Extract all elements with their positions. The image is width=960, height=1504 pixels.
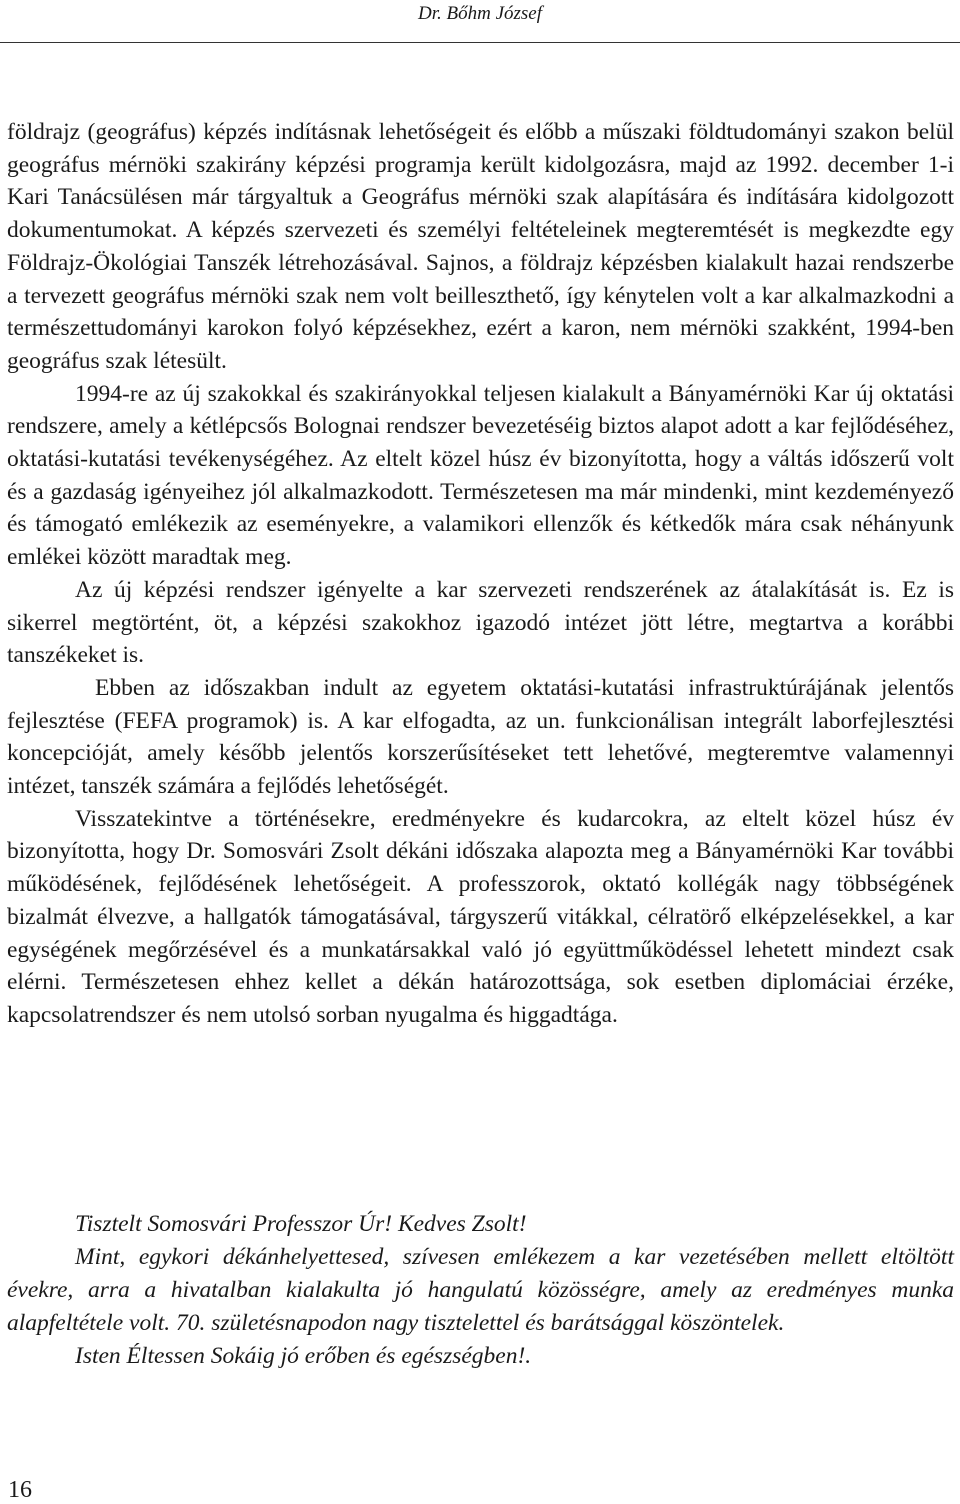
closing-message: Mint, egykori dékánhelyettesed, szívesen emlékezem a kar vezetésében mellett eltöltött évekre, arra a hivatalban kialakulta jó hangulatú közösségre, amely az eredményes munka alapfeltétele volt. 70. születésnapodon nagy tisztelettel és barátsággal köszöntelek. xyxy=(7,1244,954,1336)
page-number: 16 xyxy=(8,1477,32,1503)
running-header-author: Dr. Bőhm József xyxy=(417,3,543,24)
body-text xyxy=(7,116,954,1032)
paragraph-4: Ebben az időszakban indult az egyetem oktatási-kutatási infrastruktúrájának jelentős fejlesztése (FEFA programok) is. A kar elfogadta, az un. funkcionálisan integrált laborfejlesztési koncepcióját, amely később jelentős korszerűsítéseket tett lehetővé, megteremtve valamennyi intézet, tanszék számára a fejlődés lehetőségét. xyxy=(7,674,954,800)
paragraph-1: földrajz (geográfus) képzés indításnak lehetőségeit és előbb a műszaki földtudományi szakon belül geográfus mérnöki szakirány képzési programja került kidolgozásra, majd az 1992. december 1-i Kari Tanácsülésen már tárgyaltuk a Geográfus mérnöki szak alapítására és indítására kidolgozott dokumentumokat. A képzés szervezeti és személyi feltételeinek megteremtését is megkezdte egy Földrajz-Ökológiai Tanszék létrehozásával. Sajnos, a földrajz képzésben kialakult hazai rendszerbe a tervezett geográfus mérnöki szak nem volt beilleszthető, így kénytelen volt a kar alkalmazkodni a természettudományi karokon folyó képzésekhez, ezért a karon, nem mérnöki szakként, 1994-ben geográfus szak létesült. xyxy=(7,119,954,374)
paragraph-5: Visszatekintve a történésekre, eredményekre és kudarcokra, az eltelt közel húsz év bizonyította, hogy Dr. Somosvári Zsolt dékáni időszaka alapozta meg a Bányamérnöki Kar további működésének, fejlődésének lehetőségeit. A professzorok, oktató kollégák nagy többségének bizalmát élvezve, a hallgatók támogatásával, tárgyszerű vitákkal, célratörő elképzelésekkel, a kar egységének megőrzésével és a munkatársakkal való jó együttműködéssel lehetett mindezt csak elérni. Természetesen ehhez kellet a dékán határozottsága, sok esetben diplomáciai érzéke, kapcsolatrendszer és nem utolsó sorban nyugalma és higgadtága. xyxy=(7,805,954,1028)
closing-greeting xyxy=(7,1208,954,1373)
paragraph-3: Az új képzési rendszer igényelte a kar szervezeti rendszerének az átalakítását is. Ez is sikerrel megtörtént, öt, a képzési szakokhoz igazodó intézet jött létre, megtartva a korábbi tanszékeket is. xyxy=(7,576,954,669)
birthday-wish: Isten Éltessen Sokáig jó erőben és egészségben!. xyxy=(75,1343,532,1369)
paragraph-2: 1994-re az új szakokkal és szakirányokkal teljesen kialakult a Bányamérnöki Kar új oktatási rendszere, amely a kétlépcsős Bolognai rendszer bevezetéséig biztos alapot adott a kar fejlődéséhez, oktatási-kutatási tevékenységéhez. Az eltelt közel húsz év bizonyította, hogy a váltás időszerű volt és a gazdaság igényeihez jól alkalmazkodott. Természetesen ma már mindenki, mint kezdeményező és támogató emlékezik az eseményekre, a valamikori ellenzők és kétkedők mára csak néhányunk emlékei között maradtak meg. xyxy=(7,380,954,571)
salutation: Tisztelt Somosvári Professzor Úr! Kedves Zsolt! xyxy=(75,1211,527,1237)
header-divider xyxy=(0,42,960,43)
